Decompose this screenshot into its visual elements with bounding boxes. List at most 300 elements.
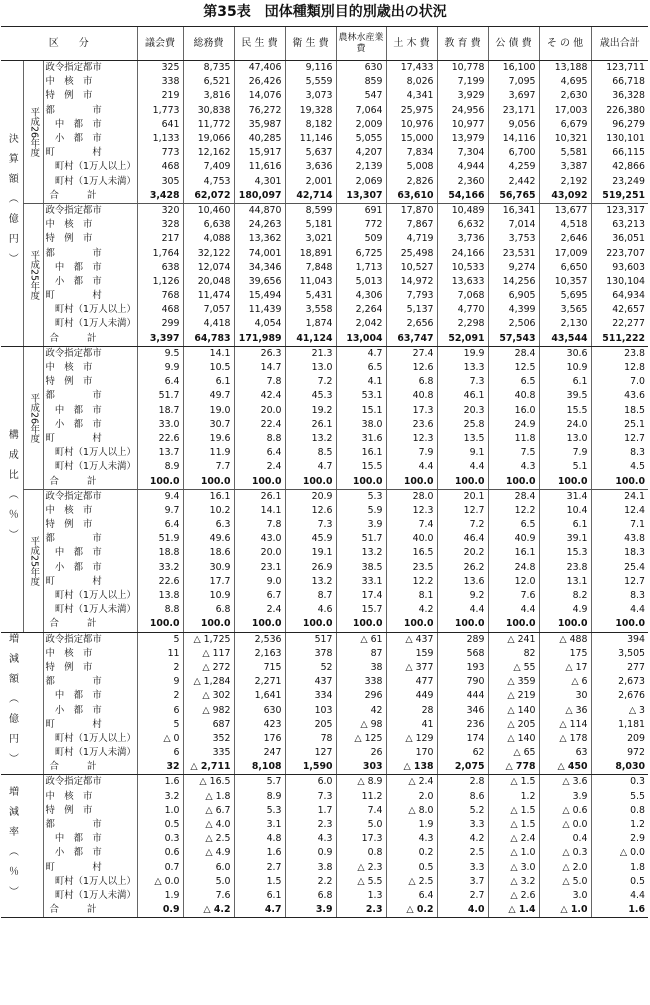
value-cell: 2,139 xyxy=(336,160,386,174)
value-cell: 423 xyxy=(234,718,285,732)
value-cell: △ 117 xyxy=(183,647,234,661)
value-cell: 7,057 xyxy=(183,303,234,317)
value-cell: 64,783 xyxy=(183,332,234,347)
value-cell: △ 0.3 xyxy=(539,846,591,860)
value-cell: 0.5 xyxy=(137,818,183,832)
value-cell: 4.8 xyxy=(234,832,285,846)
value-cell: 2,506 xyxy=(488,317,539,331)
value-cell: 2,001 xyxy=(285,175,336,189)
value-cell: 205 xyxy=(285,718,336,732)
value-cell: 0.2 xyxy=(386,846,437,860)
table-row xyxy=(1,203,648,218)
value-cell: 4,399 xyxy=(488,303,539,317)
value-cell: 7.9 xyxy=(386,446,437,460)
table-row xyxy=(1,889,648,903)
value-cell: 4.3 xyxy=(386,832,437,846)
value-cell: 100.0 xyxy=(488,474,539,489)
value-cell: 247 xyxy=(234,746,285,760)
value-cell: 9,116 xyxy=(285,61,336,76)
value-cell: 15,000 xyxy=(386,132,437,146)
value-cell: 7.7 xyxy=(183,460,234,474)
value-cell: 338 xyxy=(336,675,386,689)
value-cell: 2,192 xyxy=(539,175,591,189)
value-cell: 24.9 xyxy=(488,418,539,432)
value-cell: 100.0 xyxy=(137,474,183,489)
row-label: 都 市 xyxy=(43,389,137,403)
value-cell: 468 xyxy=(137,160,183,174)
value-cell: △ 1.4 xyxy=(488,903,539,918)
value-cell: 103 xyxy=(285,703,336,717)
value-cell: 1,181 xyxy=(591,718,648,732)
value-cell: 25.1 xyxy=(591,418,648,432)
value-cell: 7,199 xyxy=(437,75,488,89)
value-cell: 15.1 xyxy=(336,404,386,418)
value-cell: 4.3 xyxy=(488,460,539,474)
value-cell: 6.1 xyxy=(183,375,234,389)
value-cell: 7.8 xyxy=(234,375,285,389)
value-cell: 12.2 xyxy=(488,504,539,518)
value-cell: 100.0 xyxy=(539,474,591,489)
value-cell: 15,917 xyxy=(234,146,285,160)
row-label: 政令指定都市 xyxy=(43,61,137,76)
value-cell: 13.5 xyxy=(437,432,488,446)
row-label: 町村（1万人未満） xyxy=(43,889,137,903)
value-cell: 8.5 xyxy=(285,446,336,460)
row-label: 合 計 xyxy=(43,474,137,489)
value-cell: 1.2 xyxy=(591,818,648,832)
table-row xyxy=(1,875,648,889)
value-cell: 7,068 xyxy=(437,289,488,303)
value-cell: 0.4 xyxy=(539,832,591,846)
value-cell: 28 xyxy=(386,703,437,717)
value-cell: 2,130 xyxy=(539,317,591,331)
value-cell: 5,559 xyxy=(285,75,336,89)
value-cell: 1,773 xyxy=(137,104,183,118)
row-label: 町村（1万人以上） xyxy=(43,732,137,746)
value-cell: 6.7 xyxy=(234,589,285,603)
total-row xyxy=(1,332,648,347)
value-cell: 2 xyxy=(137,661,183,675)
value-cell: 38.5 xyxy=(336,561,386,575)
value-cell: 175 xyxy=(539,647,591,661)
value-cell: △ 3.6 xyxy=(539,775,591,790)
value-cell: 13,004 xyxy=(336,332,386,347)
value-cell: 41,124 xyxy=(285,332,336,347)
value-cell: 22.4 xyxy=(234,418,285,432)
row-label: 中 核 市 xyxy=(43,361,137,375)
value-cell: △ 65 xyxy=(488,746,539,760)
value-cell: 9.9 xyxy=(137,361,183,375)
value-cell: 40,285 xyxy=(234,132,285,146)
value-cell: 130,101 xyxy=(591,132,648,146)
value-cell: 49.7 xyxy=(183,389,234,403)
value-cell: 11.2 xyxy=(336,790,386,804)
value-cell: 17.3 xyxy=(336,832,386,846)
value-cell: 2,298 xyxy=(437,317,488,331)
value-cell: 32,122 xyxy=(183,246,234,260)
table-row xyxy=(1,218,648,232)
value-cell: 10.2 xyxy=(183,504,234,518)
value-cell: △ 359 xyxy=(488,675,539,689)
value-cell: 25.8 xyxy=(437,418,488,432)
value-cell: 40.8 xyxy=(488,389,539,403)
value-cell: 23.1 xyxy=(234,561,285,575)
value-cell: 15.5 xyxy=(539,404,591,418)
value-cell: 20,048 xyxy=(183,275,234,289)
value-cell: 130,104 xyxy=(591,275,648,289)
value-cell: 2,360 xyxy=(437,175,488,189)
row-label: 町村（1万人以上） xyxy=(43,446,137,460)
value-cell: 0.3 xyxy=(137,832,183,846)
value-cell: 51.9 xyxy=(137,532,183,546)
value-cell: △ 4.9 xyxy=(183,846,234,860)
row-label: 特 例 市 xyxy=(43,375,137,389)
value-cell: 3,387 xyxy=(539,160,591,174)
table-row xyxy=(1,275,648,289)
value-cell: 0.6 xyxy=(137,846,183,860)
value-cell: 100.0 xyxy=(386,617,437,632)
value-cell: 12.8 xyxy=(591,361,648,375)
value-cell: 7.8 xyxy=(234,518,285,532)
value-cell: 6,632 xyxy=(437,218,488,232)
value-cell: 6,679 xyxy=(539,118,591,132)
page-title: 第35表 団体種類別目的別歳出の状況 xyxy=(203,4,447,20)
value-cell: 10,321 xyxy=(539,132,591,146)
value-cell: 517 xyxy=(285,632,336,647)
value-cell: △ 2.5 xyxy=(183,832,234,846)
table-row xyxy=(1,775,648,790)
value-cell: 66,115 xyxy=(591,146,648,160)
value-cell: 3,636 xyxy=(285,160,336,174)
row-label: 特 例 市 xyxy=(43,518,137,532)
table-row xyxy=(1,746,648,760)
row-label: 中 都 市 xyxy=(43,689,137,703)
row-label: 都 市 xyxy=(43,675,137,689)
value-cell: 54,166 xyxy=(437,189,488,204)
year-label: 平成26年度 xyxy=(23,346,43,489)
value-cell: 13,362 xyxy=(234,232,285,246)
table-row xyxy=(1,675,648,689)
table-row xyxy=(1,61,648,76)
value-cell: 26,426 xyxy=(234,75,285,89)
table-row xyxy=(1,89,648,103)
value-cell: 3.8 xyxy=(285,861,336,875)
value-cell: 18.7 xyxy=(137,404,183,418)
value-cell: 7.1 xyxy=(591,518,648,532)
row-label: 小 都 市 xyxy=(43,846,137,860)
value-cell: 223,707 xyxy=(591,246,648,260)
value-cell: 5.7 xyxy=(234,775,285,790)
value-cell: 5,637 xyxy=(285,146,336,160)
value-cell: 209 xyxy=(591,732,648,746)
value-cell: 49.6 xyxy=(183,532,234,546)
value-cell: 3,397 xyxy=(137,332,183,347)
value-cell: 15.3 xyxy=(539,546,591,560)
value-cell: △ 61 xyxy=(336,632,386,647)
value-cell: 2.2 xyxy=(285,875,336,889)
row-label: 中 核 市 xyxy=(43,218,137,232)
row-label: 町 村 xyxy=(43,432,137,446)
value-cell: 21.3 xyxy=(285,346,336,361)
value-cell: 2,826 xyxy=(386,175,437,189)
value-cell: 715 xyxy=(234,661,285,675)
value-cell: 4.4 xyxy=(591,889,648,903)
value-cell: △ 0.0 xyxy=(591,846,648,860)
row-label: 中 都 市 xyxy=(43,404,137,418)
value-cell: 180,097 xyxy=(234,189,285,204)
value-cell: 43,092 xyxy=(539,189,591,204)
value-cell: 23.8 xyxy=(591,346,648,361)
value-cell: 23.6 xyxy=(386,418,437,432)
table-row xyxy=(1,104,648,118)
value-cell: 38 xyxy=(336,661,386,675)
value-cell: 6.4 xyxy=(137,375,183,389)
row-label: 政令指定都市 xyxy=(43,632,137,647)
value-cell: 9,056 xyxy=(488,118,539,132)
value-cell: 289 xyxy=(437,632,488,647)
value-cell: 8,599 xyxy=(285,203,336,218)
value-cell: 36,328 xyxy=(591,89,648,103)
row-label: 特 例 市 xyxy=(43,661,137,675)
table-row xyxy=(1,661,648,675)
value-cell: 8.1 xyxy=(386,589,437,603)
value-cell: △ 8.9 xyxy=(336,775,386,790)
value-cell: 8.7 xyxy=(285,589,336,603)
value-cell: 8.3 xyxy=(591,589,648,603)
row-label: 合 計 xyxy=(43,332,137,347)
value-cell: 4.7 xyxy=(285,460,336,474)
value-cell: △ 488 xyxy=(539,632,591,647)
table-row xyxy=(1,561,648,575)
value-cell: 16,341 xyxy=(488,203,539,218)
section-label: 構成比（％） xyxy=(1,346,23,632)
value-cell: 11.8 xyxy=(488,432,539,446)
value-cell: 1,126 xyxy=(137,275,183,289)
year-label xyxy=(23,775,43,918)
row-label: 町 村 xyxy=(43,718,137,732)
table-row xyxy=(1,518,648,532)
value-cell: 1,641 xyxy=(234,689,285,703)
value-cell: 1,764 xyxy=(137,246,183,260)
value-cell: △ 272 xyxy=(183,661,234,675)
row-label: 町 村 xyxy=(43,861,137,875)
value-cell: 100.0 xyxy=(437,474,488,489)
value-cell: △ 2.5 xyxy=(386,875,437,889)
value-cell: 4.9 xyxy=(539,603,591,617)
value-cell: 24,166 xyxy=(437,246,488,260)
value-cell: 11.9 xyxy=(183,446,234,460)
table-row xyxy=(1,404,648,418)
value-cell: 4,341 xyxy=(386,89,437,103)
row-label: 小 都 市 xyxy=(43,561,137,575)
value-cell: 4.7 xyxy=(336,346,386,361)
value-cell: 10,489 xyxy=(437,203,488,218)
value-cell: △ 778 xyxy=(488,760,539,775)
table-row xyxy=(1,504,648,518)
value-cell: 39.5 xyxy=(539,389,591,403)
table-row xyxy=(1,446,648,460)
value-cell: 30.7 xyxy=(183,418,234,432)
value-cell: 2.7 xyxy=(437,889,488,903)
value-cell: 2,676 xyxy=(591,689,648,703)
value-cell: 4.4 xyxy=(437,460,488,474)
value-cell: 13,633 xyxy=(437,275,488,289)
value-cell: 13.2 xyxy=(285,432,336,446)
value-cell: 687 xyxy=(183,718,234,732)
value-cell: 630 xyxy=(234,703,285,717)
value-cell: 40.8 xyxy=(386,389,437,403)
value-cell: 23.8 xyxy=(539,561,591,575)
value-cell: 47,406 xyxy=(234,61,285,76)
value-cell: 8.8 xyxy=(234,432,285,446)
value-cell: 5.0 xyxy=(336,818,386,832)
value-cell: 51.7 xyxy=(137,389,183,403)
value-cell: 16.1 xyxy=(488,546,539,560)
value-cell: 2.7 xyxy=(234,861,285,875)
value-cell: 2,042 xyxy=(336,317,386,331)
value-cell: 768 xyxy=(137,289,183,303)
value-cell: 4,944 xyxy=(437,160,488,174)
value-cell: 41 xyxy=(386,718,437,732)
section-label: 増減率（％） xyxy=(1,775,23,918)
value-cell: 346 xyxy=(437,703,488,717)
value-cell: 6.1 xyxy=(234,889,285,903)
value-cell: 42.4 xyxy=(234,389,285,403)
value-cell: 1,133 xyxy=(137,132,183,146)
value-cell: 39.1 xyxy=(539,532,591,546)
value-cell: 6.4 xyxy=(234,446,285,460)
value-cell: 62,072 xyxy=(183,189,234,204)
value-cell: 2,264 xyxy=(336,303,386,317)
value-cell: 0.8 xyxy=(336,846,386,860)
table-row xyxy=(1,532,648,546)
value-cell: 6.5 xyxy=(336,361,386,375)
value-cell: 62 xyxy=(437,746,488,760)
table-row xyxy=(1,718,648,732)
value-cell: 20.9 xyxy=(285,489,336,504)
row-label: 合 計 xyxy=(43,189,137,204)
table-row xyxy=(1,703,648,717)
value-cell: △ 2.4 xyxy=(386,775,437,790)
header-col: 農林水産業 費 xyxy=(336,27,386,61)
value-cell: 9,274 xyxy=(488,261,539,275)
value-cell: △ 1,725 xyxy=(183,632,234,647)
value-cell: 30,838 xyxy=(183,104,234,118)
value-cell: 2.8 xyxy=(437,775,488,790)
value-cell: △ 437 xyxy=(386,632,437,647)
table-row xyxy=(1,818,648,832)
value-cell: 6.5 xyxy=(488,375,539,389)
value-cell: 3,753 xyxy=(488,232,539,246)
value-cell: 82 xyxy=(488,647,539,661)
value-cell: 12.7 xyxy=(591,432,648,446)
header-col: 衛 生 費 xyxy=(285,27,336,61)
value-cell: 46.1 xyxy=(437,389,488,403)
value-cell: 4,054 xyxy=(234,317,285,331)
value-cell: 4,418 xyxy=(183,317,234,331)
row-label: 合 計 xyxy=(43,903,137,918)
value-cell: 25,975 xyxy=(386,104,437,118)
value-cell: 3.9 xyxy=(336,518,386,532)
value-cell: 13.2 xyxy=(336,546,386,560)
table-row xyxy=(1,418,648,432)
table-row xyxy=(1,647,648,661)
value-cell: 630 xyxy=(336,61,386,76)
value-cell: 43.6 xyxy=(591,389,648,403)
value-cell: 299 xyxy=(137,317,183,331)
value-cell: 13.0 xyxy=(285,361,336,375)
value-cell: 296 xyxy=(336,689,386,703)
value-cell: 7.5 xyxy=(488,446,539,460)
value-cell: 10.4 xyxy=(539,504,591,518)
value-cell: 5,581 xyxy=(539,146,591,160)
value-cell: 52,091 xyxy=(437,332,488,347)
value-cell: 0.7 xyxy=(137,861,183,875)
value-cell: 26 xyxy=(336,746,386,760)
value-cell: 3,505 xyxy=(591,647,648,661)
value-cell: 568 xyxy=(437,647,488,661)
section-label: 決算額（億円） xyxy=(1,61,23,347)
value-cell: 236 xyxy=(437,718,488,732)
value-cell: 23,249 xyxy=(591,175,648,189)
value-cell: 6.1 xyxy=(539,375,591,389)
value-cell: △ 129 xyxy=(386,732,437,746)
value-cell: 6,905 xyxy=(488,289,539,303)
value-cell: 7.3 xyxy=(285,518,336,532)
value-cell: 468 xyxy=(137,303,183,317)
value-cell: 7,793 xyxy=(386,289,437,303)
table-row xyxy=(1,346,648,361)
value-cell: 23,171 xyxy=(488,104,539,118)
value-cell: 12.6 xyxy=(285,504,336,518)
value-cell: 33.1 xyxy=(336,575,386,589)
table-row xyxy=(1,489,648,504)
value-cell: 4.4 xyxy=(437,603,488,617)
value-cell: △ 3.2 xyxy=(488,875,539,889)
header-col: 歳出合計 xyxy=(591,27,648,61)
value-cell: 10,778 xyxy=(437,61,488,76)
value-cell: △ 982 xyxy=(183,703,234,717)
value-cell: 547 xyxy=(336,89,386,103)
value-cell: 13.6 xyxy=(437,575,488,589)
value-cell: 325 xyxy=(137,61,183,76)
value-cell: 46.4 xyxy=(437,532,488,546)
value-cell: 2,009 xyxy=(336,118,386,132)
value-cell: 5.1 xyxy=(539,460,591,474)
value-cell: 12.7 xyxy=(437,504,488,518)
value-cell: 6.1 xyxy=(539,518,591,532)
value-cell: 4.2 xyxy=(437,832,488,846)
value-cell: 2,646 xyxy=(539,232,591,246)
value-cell: 2.4 xyxy=(234,603,285,617)
table-row xyxy=(1,160,648,174)
row-label: 政令指定都市 xyxy=(43,489,137,504)
value-cell: 2.3 xyxy=(285,818,336,832)
value-cell: 12.2 xyxy=(386,575,437,589)
value-cell: 13.3 xyxy=(437,361,488,375)
value-cell: 4.5 xyxy=(591,460,648,474)
value-cell: 5,055 xyxy=(336,132,386,146)
value-cell: 20.3 xyxy=(437,404,488,418)
value-cell: 3,736 xyxy=(437,232,488,246)
row-label: 町 村 xyxy=(43,575,137,589)
year-label xyxy=(23,632,43,775)
value-cell: 18,891 xyxy=(285,246,336,260)
value-cell: 772 xyxy=(336,218,386,232)
value-cell: 3.0 xyxy=(539,889,591,903)
value-cell: 4.3 xyxy=(285,832,336,846)
value-cell: △ 5.0 xyxy=(539,875,591,889)
